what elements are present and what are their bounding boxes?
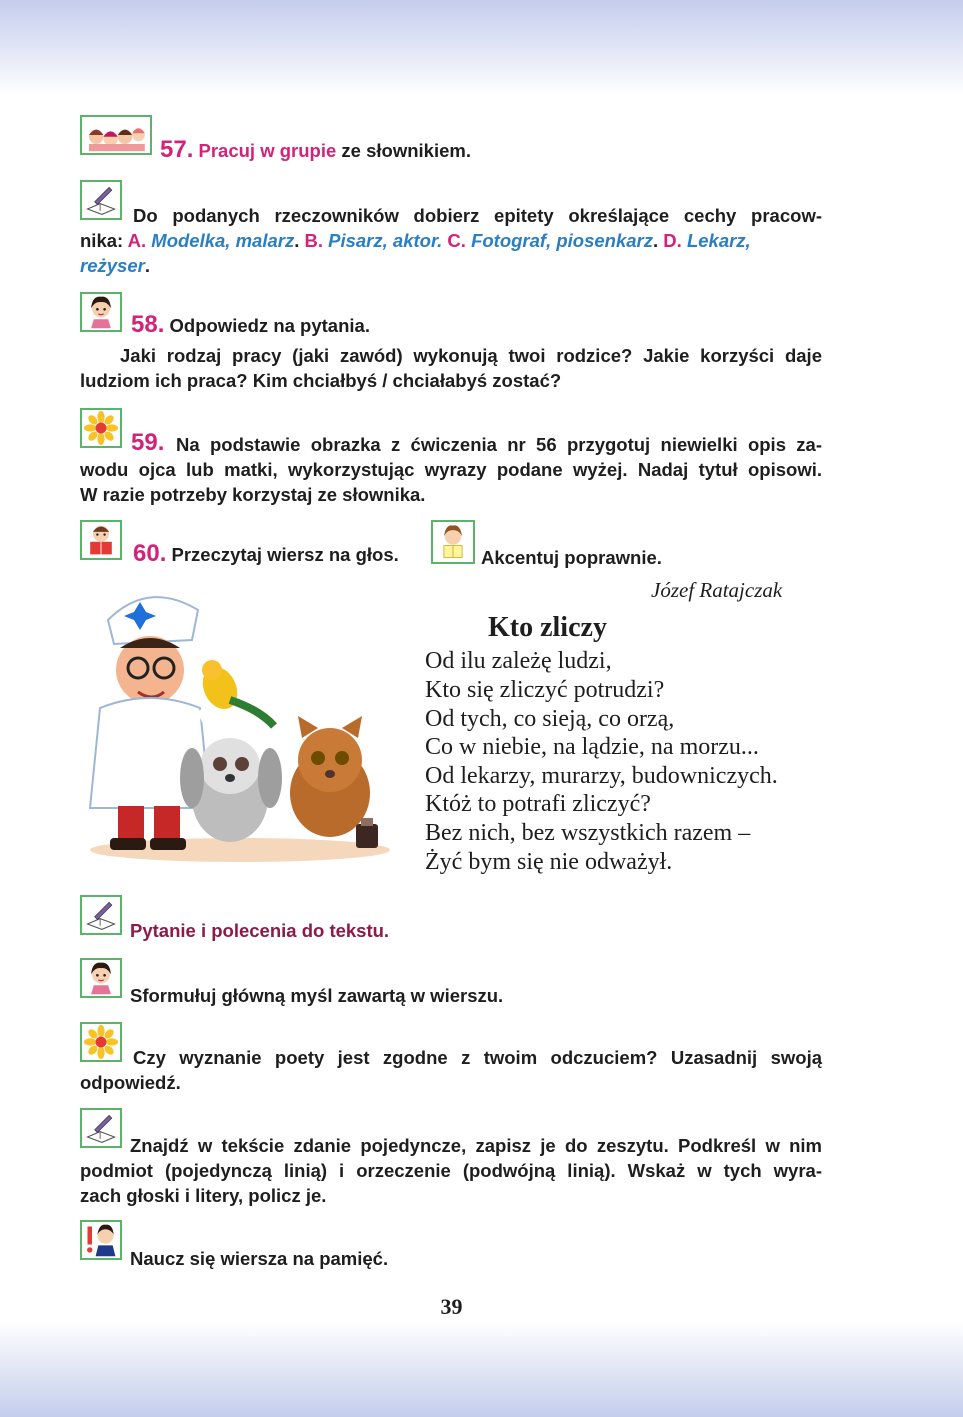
question-3-line2: podmiot (pojedynczą linią) i orzeczenie (podwójną linią). Wskaż w tych wyra- [80, 1160, 822, 1181]
option-a: A. [127, 230, 147, 251]
poem-line: Od tych, co sieją, co orzą, [425, 706, 675, 732]
option-b-text: Pisarz, aktor. [328, 230, 443, 251]
option-c-text: Fotograf, piosenkarz [471, 230, 654, 251]
question-3-line1: Znajdź w tekście zdanie pojedyncze, zapisz je do zeszytu. Podkreśl w nim [130, 1135, 822, 1156]
poem-line: Od lekarzy, murarzy, budowniczych. [425, 763, 778, 789]
ex60-part2: Akcentuj poprawnie. [481, 547, 662, 568]
ex58-line2: ludziom ich praca? Kim chciałbyś / chciałabyś zostać? [80, 370, 562, 391]
epithets-line3: reżyser. [80, 255, 150, 276]
ex59-line1: Na podstawie obrazka z ćwiczenia nr 56 przygotuj niewielki opis za- [176, 434, 822, 455]
poem-line: Żyć bym się nie odważył. [425, 849, 673, 875]
ex59-line3: W razie potrzeby korzystaj ze słownika. [80, 484, 426, 505]
ex57-heading [160, 137, 471, 163]
ex60-part1: Przeczytaj wiersz na głos. [171, 544, 399, 565]
ex58-heading [131, 312, 370, 338]
page-number: 39 [440, 1294, 463, 1319]
ex59-number-wrap [131, 430, 164, 456]
ex57-emphasis: Pracuj w grupie [198, 140, 337, 161]
writing-icon [80, 1108, 122, 1148]
question-3-line3: zach głoski i litery, policz je. [80, 1185, 327, 1206]
poem-line: Co w niebie, na lądzie, na morzu... [425, 734, 759, 760]
ex58-number: 58. [131, 311, 165, 338]
ex58-title: Odpowiedz na pytania. [169, 315, 370, 336]
reading-boy-icon [80, 520, 122, 560]
poem-line: Od ilu zależę ludzi, [425, 648, 612, 674]
option-a-text: Modelka, malarz [151, 230, 295, 251]
flower-icon [80, 408, 122, 448]
ex60-heading [133, 541, 399, 567]
doctor-illustration [80, 588, 400, 863]
question-1: Sformułuj główną myśl zawartą w wierszu. [130, 985, 504, 1006]
ex60-number: 60. [133, 540, 167, 567]
girl-icon [80, 958, 122, 998]
ex58-line1: Jaki rodzaj pracy (jaki zawód) wykonują twoi rodzice? Jakie korzyści daje [120, 345, 822, 366]
ex59-number: 59. [131, 429, 165, 456]
option-c: C. [447, 230, 466, 251]
poem-line: Któż to potrafi zliczyć? [425, 791, 651, 817]
epithets-nika: nika: [80, 230, 128, 251]
question-2-line2: odpowiedź. [80, 1072, 181, 1093]
girl-icon [80, 292, 122, 332]
poem-author: Józef Ratajczak [651, 578, 783, 602]
option-d: D. [663, 230, 682, 251]
epithets-line1: Do podanych rzeczowników dobierz epitety określające cechy pracow- [133, 205, 822, 226]
ex57-number: 57. [160, 136, 194, 163]
ex59-line2: wodu ojca lub matki, wykorzystując wyrazy podane wyżej. Nadaj tytuł opisowi. [80, 459, 822, 480]
group-icon [80, 115, 152, 155]
option-b: B. [304, 230, 323, 251]
epithets-line2: nika: A. Modelka, malarz. B. Pisarz, aktor. C. Fotograf, piosenkarz. D. Lekarz, [80, 230, 751, 251]
top-band [0, 0, 963, 95]
poem-line: Kto się zliczyć potrudzi? [425, 677, 665, 703]
flower-icon [80, 1022, 122, 1062]
question-2-line1: Czy wyznanie poety jest zgodne z twoim odczuciem? Uzasadnij swoją [133, 1047, 822, 1068]
writing-icon [80, 180, 122, 220]
exclamation-girl-icon [80, 1220, 122, 1260]
questions-heading: Pytanie i polecenia do tekstu. [130, 920, 390, 941]
ex57-text: ze słownikiem. [336, 140, 471, 161]
reading-girl-icon [431, 520, 475, 564]
bottom-band [0, 1322, 963, 1417]
epithets-rezyser: reżyser [80, 255, 145, 276]
option-d-text: Lekarz, [686, 230, 751, 251]
writing-icon [80, 895, 122, 935]
question-4: Naucz się wiersza na pamięć. [130, 1248, 389, 1269]
poem-line: Bez nich, bez wszystkich razem – [425, 820, 751, 846]
poem-title: Kto zliczy [488, 612, 607, 643]
